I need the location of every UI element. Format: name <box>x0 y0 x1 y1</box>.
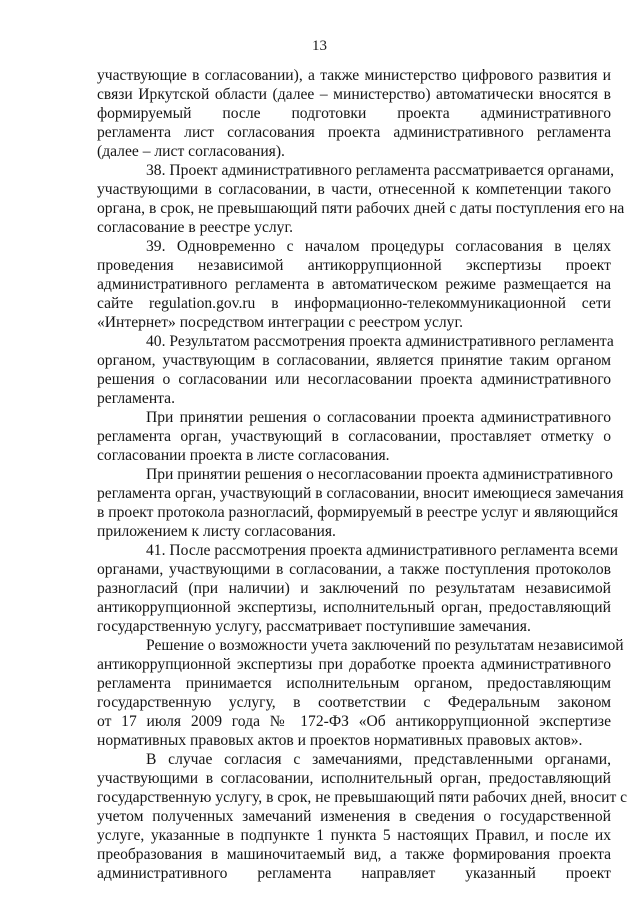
text-line: разногласий (при наличии) и заключений по результатам независимой <box>97 580 611 597</box>
text-line: Решение о возможности учета заключений по результатам независимой <box>146 637 624 654</box>
text-line: административного регламента направляет указанный проект <box>97 865 611 882</box>
paragraph-p-40-approve <box>97 408 611 465</box>
text-line: В случае согласия с замечаниями, представленными органами, <box>146 751 611 768</box>
text-line: преобразования в машиночитаемый вид, а также формирования проекта <box>97 846 611 863</box>
text-line: 38. Проект административного регламента рассматривается органами, <box>146 162 615 179</box>
text-line: регламента. <box>97 390 175 407</box>
paragraph-p-41-agree <box>97 750 628 883</box>
paragraph-p-41 <box>97 541 618 636</box>
text-line: государственную услугу, в соответствии с Федеральным законом <box>97 694 611 711</box>
paragraph-p-continuation <box>97 66 611 161</box>
text-line: государственную услугу, в срок, не превышающий пяти рабочих дней, вносит с <box>97 789 628 806</box>
document-body <box>97 66 628 883</box>
text-line: антикоррупционной экспертизы при доработке проекта административного <box>97 656 611 673</box>
text-line: услуге, указанные в подпункте 1 пункта 5 настоящих Правил, и после их <box>97 827 611 844</box>
text-line: регламента орган, участвующий в согласовании, вносит имеющиеся замечания <box>97 485 624 502</box>
text-line: регламента принимается исполнительным органом, предоставляющим <box>97 675 611 692</box>
text-line: органом, участвующим в согласовании, является принятие таким органом <box>97 352 611 369</box>
text-line: органами, участвующими в согласовании, а также поступления протоколов <box>97 561 611 578</box>
text-line: от 17 июля 2009 года № 172-ФЗ «Об антикоррупционной экспертизе <box>97 713 611 730</box>
text-line: в проект протокола разногласий, формируемый в реестре услуг и являющийся <box>97 504 619 521</box>
paragraph-p-40 <box>97 332 614 408</box>
text-line: 40. Результатом рассмотрения проекта административного регламента <box>146 333 614 350</box>
paragraph-p-41-decision <box>97 636 624 750</box>
text-line: связи Иркутской области (далее – министерство) автоматически вносятся в <box>97 86 611 103</box>
page-number: 13 <box>312 38 327 54</box>
paragraph-p-38 <box>97 161 625 237</box>
text-line: проведения независимой антикоррупционной экспертизы проект <box>97 257 611 274</box>
text-line: 39. Одновременно с началом процедуры согласования в целях <box>146 238 611 255</box>
text-line: учетом полученных замечаний изменения в сведения о государственной <box>97 808 611 825</box>
text-line: приложением к листу согласования. <box>97 523 336 540</box>
text-line: участвующими в согласовании, исполнительный орган, предоставляющий <box>97 770 611 787</box>
text-line: государственную услугу, рассматривает поступившие замечания. <box>97 618 531 635</box>
text-line: регламента лист согласования проекта административного регламента <box>97 124 611 141</box>
text-line: формируемый после подготовки проекта административного <box>97 105 611 122</box>
paragraph-p-40-reject <box>97 465 624 541</box>
text-line: антикоррупционной экспертизы, исполнительный орган, предоставляющий <box>97 599 611 616</box>
text-line: участвующие в согласовании), а также министерство цифрового развития и <box>97 67 611 84</box>
text-line: нормативных правовых актов и проектов нормативных правовых актов». <box>97 732 583 749</box>
text-line: участвующими в согласовании, в части, отнесенной к компетенции такого <box>97 181 611 198</box>
text-line: сайте regulation.gov.ru в информационно-телекоммуникационной сети <box>97 295 611 312</box>
text-line: «Интернет» посредством интеграции с реестром услуг. <box>97 314 464 331</box>
text-line: согласовании проекта в листе согласования. <box>97 447 390 464</box>
text-line: При принятии решения о согласовании проекта административного <box>146 409 611 426</box>
paragraph-p-39 <box>97 237 611 332</box>
text-line: согласование в реестре услуг. <box>97 219 293 236</box>
text-line: регламента орган, участвующий в согласовании, проставляет отметку о <box>97 428 611 445</box>
text-line: решения о согласовании или несогласовании проекта административного <box>97 371 611 388</box>
text-line: 41. После рассмотрения проекта административного регламента всеми <box>146 542 618 559</box>
text-line: органа, в срок, не превышающий пяти рабочих дней с даты поступления его на <box>97 200 625 217</box>
text-line: При принятии решения о несогласовании проекта административного <box>146 466 613 483</box>
text-line: административного регламента в автоматическом режиме размещается на <box>97 276 611 293</box>
text-line: (далее – лист согласования). <box>97 143 285 160</box>
